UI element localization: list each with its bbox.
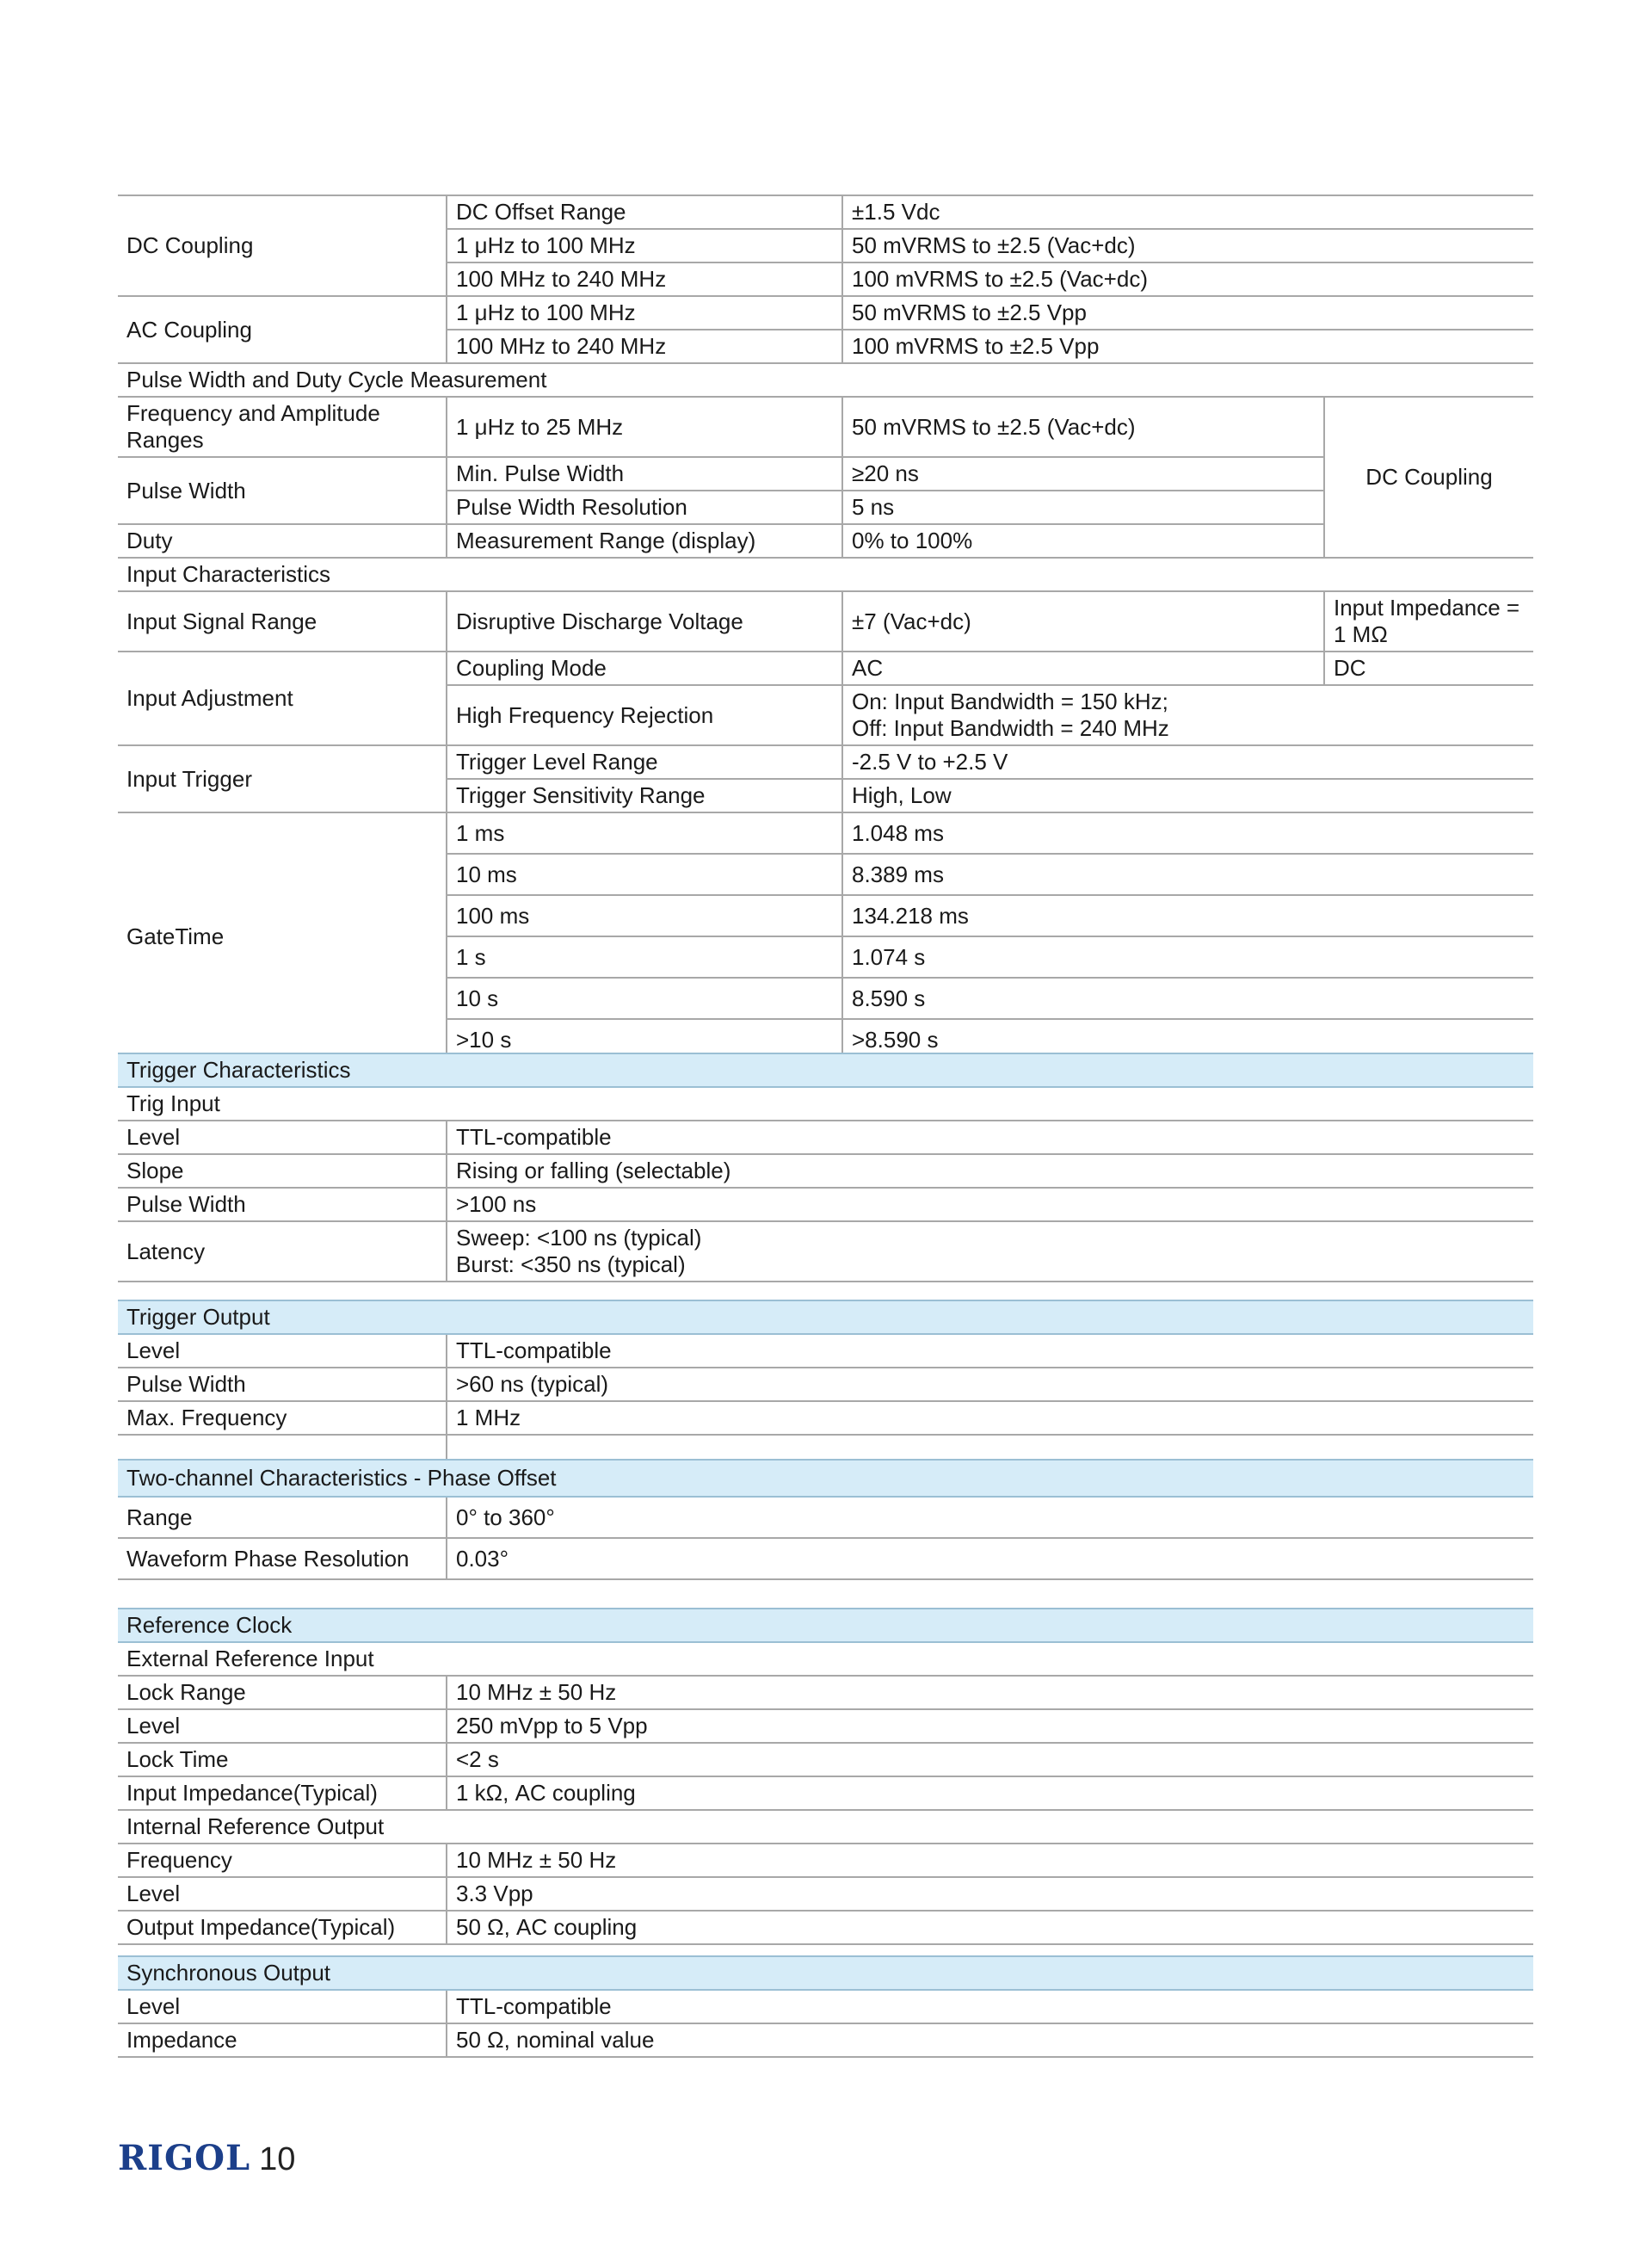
section-header [118,1053,1533,1087]
table-row [118,1401,1533,1435]
table-row [118,591,1533,652]
param-cell: 10 ms [447,854,842,895]
row-label: Pulse Width [118,457,447,524]
value-cell: 100 mVRMS to ±2.5 Vpp [842,330,1533,363]
rigol-logo: RIGOL [118,2138,251,2178]
value-cell: >100 ns [447,1188,1533,1221]
value-cell: 10 MHz ± 50 Hz [447,1844,1533,1877]
table-row [118,1743,1533,1776]
table-row [118,1334,1533,1368]
subsection-title: External Reference Input [118,1642,1533,1676]
row-label: Level [118,1990,447,2023]
value-cell: 1.048 ms [842,812,1533,854]
value-cell: 10 MHz ± 50 Hz [447,1676,1533,1709]
table-row [118,745,1533,779]
table-row [118,296,1533,330]
measurement-spec-table [118,195,1533,1061]
value-cell: 50 mVRMS to ±2.5 (Vac+dc) [842,229,1533,262]
value-line: Off: Input Bandwidth = 240 MHz [852,715,1169,741]
row-label: Input Impedance(Typical) [118,1776,447,1810]
section-row [118,363,1533,397]
value-cell: 0% to 100% [842,524,1324,558]
value-cell: 1 MHz [447,1401,1533,1435]
value-cell: 134.218 ms [842,895,1533,936]
table-row [118,1676,1533,1709]
row-label: Range [118,1497,447,1538]
param-cell: 100 MHz to 240 MHz [447,330,842,363]
table-row [118,1911,1533,1944]
coupling-note: DC Coupling [1324,397,1533,558]
value-line: Burst: <350 ns (typical) [456,1251,686,1277]
value-cell: TTL-compatible [447,1121,1533,1154]
param-cell: 1 s [447,936,842,978]
value-cell: >60 ns (typical) [447,1368,1533,1401]
param-cell: Disruptive Discharge Voltage [447,591,842,652]
row-label: Input Adjustment [118,652,447,745]
page-number: 10 [259,2141,296,2177]
row-label: Duty [118,524,447,558]
param-cell: Pulse Width Resolution [447,491,842,524]
value-cell: 50 Ω, nominal value [447,2023,1533,2057]
row-label: Input Signal Range [118,591,447,652]
page-footer [118,2138,295,2181]
table-row [118,1709,1533,1743]
impedance-note [1324,591,1533,652]
value-cell: 250 mVpp to 5 Vpp [447,1709,1533,1743]
subsection-row [118,1087,1533,1121]
trigger-output-table [118,1300,1533,1469]
value-cell: 1.074 s [842,936,1533,978]
row-label: GateTime [118,812,447,1060]
section-title: Trigger Output [118,1300,1533,1334]
section-title: Trigger Characteristics [118,1053,1533,1087]
row-label: Max. Frequency [118,1401,447,1435]
value-cell: 50 mVRMS to ±2.5 Vpp [842,296,1533,330]
param-cell: Coupling Mode [447,652,842,685]
param-cell: DC Offset Range [447,195,842,229]
row-label: Pulse Width [118,1188,447,1221]
row-label: Waveform Phase Resolution [118,1538,447,1579]
row-label: Lock Range [118,1676,447,1709]
table-row [118,2023,1533,2057]
section-title: Reference Clock [118,1609,1533,1642]
section-title: Synchronous Output [118,1956,1533,1990]
table-row [118,524,1533,558]
trigger-spec-table [118,1053,1533,1282]
row-label: Level [118,1877,447,1911]
param-cell: 100 MHz to 240 MHz [447,262,842,296]
table-row [118,195,1533,229]
table-row [118,1221,1533,1282]
param-cell: 1 μHz to 100 MHz [447,296,842,330]
row-label: Level [118,1121,447,1154]
subsection-title: Trig Input [118,1087,1533,1121]
value-cell: TTL-compatible [447,1334,1533,1368]
value-cell: 8.590 s [842,978,1533,1019]
param-cell: >10 s [447,1019,842,1060]
value-cell: ±1.5 Vdc [842,195,1533,229]
value-cell: 50 mVRMS to ±2.5 (Vac+dc) [842,397,1324,457]
value-cell: AC [842,652,1324,685]
row-label: Lock Time [118,1743,447,1776]
phase-offset-table [118,1459,1533,1580]
value-line: Sweep: <100 ns (typical) [456,1225,702,1251]
section-title: Input Characteristics [118,558,1533,591]
value-cell: TTL-compatible [447,1990,1533,2023]
table-row [118,812,1533,854]
subsection-row [118,1810,1533,1844]
param-cell: 100 ms [447,895,842,936]
value-cell: ≥20 ns [842,457,1324,491]
table-row [118,1538,1533,1579]
row-label: DC Coupling [118,195,447,296]
section-title: Pulse Width and Duty Cycle Measurement [118,363,1533,397]
param-cell: 1 ms [447,812,842,854]
row-label: Impedance [118,2023,447,2057]
value-cell: 3.3 Vpp [447,1877,1533,1911]
table-row [118,1154,1533,1188]
value-cell [842,685,1533,745]
value-cell: 5 ns [842,491,1324,524]
value-cell: 0° to 360° [447,1497,1533,1538]
table-row [118,1188,1533,1221]
table-row [118,1990,1533,2023]
value-cell: Rising or falling (selectable) [447,1154,1533,1188]
section-header [118,1300,1533,1334]
section-row [118,558,1533,591]
note-cell: DC [1324,652,1533,685]
table-row [118,1368,1533,1401]
param-cell: Trigger Level Range [447,745,842,779]
row-label: Slope [118,1154,447,1188]
table-row [118,1497,1533,1538]
value-cell: 8.389 ms [842,854,1533,895]
table-row [118,1121,1533,1154]
value-cell: 1 kΩ, AC coupling [447,1776,1533,1810]
table-row [118,457,1533,491]
value-cell: 100 mVRMS to ±2.5 (Vac+dc) [842,262,1533,296]
value-cell: 0.03° [447,1538,1533,1579]
row-label: Frequency and Amplitude Ranges [118,397,447,457]
value-cell: <2 s [447,1743,1533,1776]
table-row [118,1877,1533,1911]
value-cell: >8.590 s [842,1019,1533,1060]
value-cell: High, Low [842,779,1533,812]
subsection-title: Internal Reference Output [118,1810,1533,1844]
subsection-row [118,1642,1533,1676]
table-row [118,1776,1533,1810]
note-line: Input Impedance = [1334,595,1520,621]
section-header [118,1956,1533,1990]
table-row [118,652,1533,685]
param-cell: 1 μHz to 100 MHz [447,229,842,262]
value-cell: ±7 (Vac+dc) [842,591,1324,652]
section-header [118,1460,1533,1497]
row-label: Output Impedance(Typical) [118,1911,447,1944]
value-cell: 50 Ω, AC coupling [447,1911,1533,1944]
row-label: Pulse Width [118,1368,447,1401]
param-cell: Measurement Range (display) [447,524,842,558]
reference-clock-table [118,1608,1533,1945]
section-title: Two-channel Characteristics - Phase Offset [118,1460,1533,1497]
row-label: AC Coupling [118,296,447,363]
param-cell: High Frequency Rejection [447,685,842,745]
param-cell: 1 μHz to 25 MHz [447,397,842,457]
sync-output-table [118,1955,1533,2058]
row-label: Latency [118,1221,447,1282]
param-cell: Trigger Sensitivity Range [447,779,842,812]
value-cell [447,1221,1533,1282]
row-label: Frequency [118,1844,447,1877]
row-label: Level [118,1709,447,1743]
section-header [118,1609,1533,1642]
param-cell: Min. Pulse Width [447,457,842,491]
value-cell: -2.5 V to +2.5 V [842,745,1533,779]
table-row [118,397,1533,457]
row-label: Input Trigger [118,745,447,812]
param-cell: 10 s [447,978,842,1019]
note-line: 1 MΩ [1334,621,1388,647]
row-label: Level [118,1334,447,1368]
table-row [118,1844,1533,1877]
value-line: On: Input Bandwidth = 150 kHz; [852,689,1168,714]
